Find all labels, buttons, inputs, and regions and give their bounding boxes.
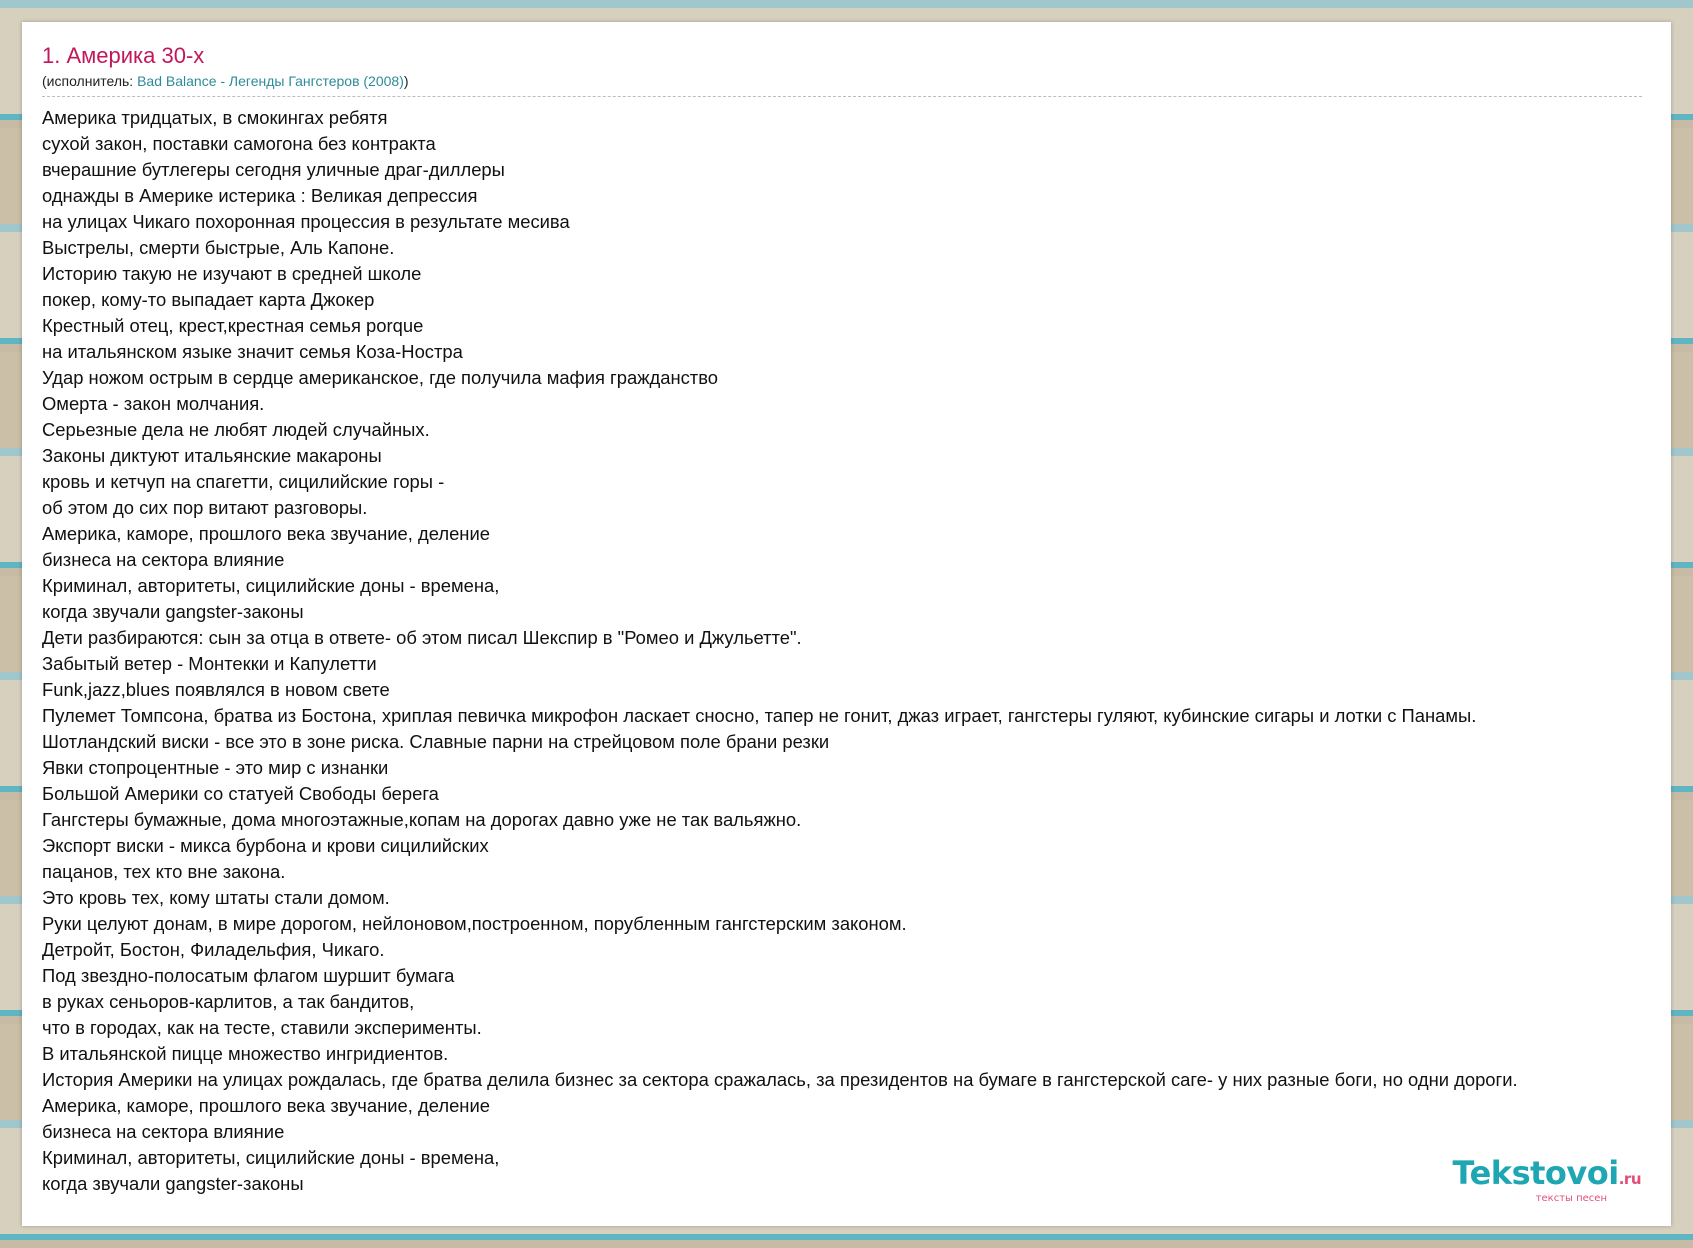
lyric-line: Экспорт виски - микса бурбона и крови сицилийских bbox=[42, 835, 489, 856]
performer-prefix: (исполнитель: bbox=[42, 73, 138, 89]
lyric-line: вчерашние бутлегеры сегодня уличные драг-диллеры bbox=[42, 159, 505, 180]
song-content bbox=[42, 42, 1651, 1197]
lyric-line: на итальянском языке значит семья Коза-Ностра bbox=[42, 341, 463, 362]
lyric-line: Funk,jazz,blues появлялся в новом свете bbox=[42, 679, 390, 700]
lyric-line: на улицах Чикаго похоронная процессия в результате месива bbox=[42, 211, 570, 232]
logo-wordmark bbox=[1453, 1156, 1641, 1196]
lyric-line: Историю такую не изучают в средней школе bbox=[42, 263, 422, 284]
lyric-line: об этом до сих пор витают разговоры. bbox=[42, 497, 368, 518]
lyric-line: Омерта - закон молчания. bbox=[42, 393, 265, 414]
song-title: 1. Америка 30-х bbox=[42, 43, 205, 68]
title-divider bbox=[42, 96, 1642, 97]
lyric-line: покер, кому-то выпадает карта Джокер bbox=[42, 289, 375, 310]
lyric-line: Это кровь тех, кому штаты стали домом. bbox=[42, 887, 390, 908]
lyric-line: когда звучали gangster-законы bbox=[42, 1173, 304, 1194]
lyric-line: Руки целуют донам, в мире дорогом, нейлоновом,построенном, порубленным гангстерским законом. bbox=[42, 913, 907, 934]
lyric-line: Детройт, Бостон, Филадельфия, Чикаго. bbox=[42, 939, 385, 960]
lyric-line: однажды в Америке истерика : Великая депрессия bbox=[42, 185, 478, 206]
logo-tld: .ru bbox=[1618, 1170, 1641, 1188]
lyric-line: Большой Америки со статуей Свободы берега bbox=[42, 783, 439, 804]
lyrics-text bbox=[42, 105, 1651, 1197]
lyric-line: Америка, каморе, прошлого века звучание, деление bbox=[42, 1095, 490, 1116]
site-logo[interactable] bbox=[1453, 1156, 1641, 1204]
lyric-line: Шотландский виски - все это в зоне риска. Славные парни на стрейцовом поле брани резки bbox=[42, 731, 830, 752]
lyric-line: что в городах, как на тесте, ставили эксперименты. bbox=[42, 1017, 482, 1038]
logo-tagline: тексты песен bbox=[1535, 1193, 1607, 1204]
lyric-line: бизнеса на сектора влияние bbox=[42, 549, 285, 570]
performer-link[interactable]: Bad Balance - Легенды Гангстеров (2008) bbox=[137, 73, 404, 89]
lyric-line: Явки стопроцентные - это мир с изнанки bbox=[42, 757, 389, 778]
lyric-line: В итальянской пицце множество ингридиентов. bbox=[42, 1043, 449, 1064]
lyric-line: Удар ножом острым в сердце американское, где получила мафия гражданство bbox=[42, 367, 719, 388]
lyric-line: Америка тридцатых, в смокингах ребятя bbox=[42, 107, 388, 128]
lyric-line: Криминал, авторитеты, сицилийские доны - времена, bbox=[42, 575, 500, 596]
lyric-line: Под звездно-полосатым флагом шуршит бумага bbox=[42, 965, 455, 986]
lyric-line: Криминал, авторитеты, сицилийские доны - времена, bbox=[42, 1147, 500, 1168]
lyric-line: Гангстеры бумажные, дома многоэтажные,копам на дорогах давно уже не так вальяжно. bbox=[42, 809, 802, 830]
lyric-line: Серьезные дела не любят людей случайных. bbox=[42, 419, 430, 440]
performer-suffix: ) bbox=[403, 73, 409, 89]
lyric-line: когда звучали gangster-законы bbox=[42, 601, 304, 622]
lyric-line: Законы диктуют итальянские макароны bbox=[42, 445, 382, 466]
page-sheet bbox=[22, 22, 1671, 1226]
lyric-line: Дети разбираются: сын за отца в ответе- об этом писал Шекспир в "Ромео и Джульетте". bbox=[42, 627, 802, 648]
lyric-line: Пулемет Томпсона, братва из Бостона, хриплая певичка микрофон ласкает сносно, тапер не гонит, джаз играет, гангстеры гуляют, кубинские сигары и лотки с Панамы. bbox=[42, 705, 1477, 726]
lyric-line: Крестный отец, крест,крестная семья porque bbox=[42, 315, 424, 336]
lyric-line: бизнеса на сектора влияние bbox=[42, 1121, 285, 1142]
logo-main-text: Tekstovoi bbox=[1452, 1154, 1619, 1192]
lyric-line: кровь и кетчуп на спагетти, сицилийские горы - bbox=[42, 471, 445, 492]
lyric-line: История Америки на улицах рождалась, где братва делила бизнес за сектора сражалась, за президентов на бумаге в гангстерской саге- у них разные боги, но одни дороги. bbox=[42, 1069, 1518, 1090]
performer-info bbox=[42, 72, 1651, 90]
lyric-line: пацанов, тех кто вне закона. bbox=[42, 861, 286, 882]
lyric-line: в руках сеньоров-карлитов, а так бандитов, bbox=[42, 991, 415, 1012]
lyric-line: Выстрелы, смерти быстрые, Аль Капоне. bbox=[42, 237, 395, 258]
lyric-line: Америка, каморе, прошлого века звучание, деление bbox=[42, 523, 490, 544]
lyric-line: Забытый ветер - Монтекки и Капулетти bbox=[42, 653, 377, 674]
lyric-line: сухой закон, поставки самогона без контракта bbox=[42, 133, 436, 154]
